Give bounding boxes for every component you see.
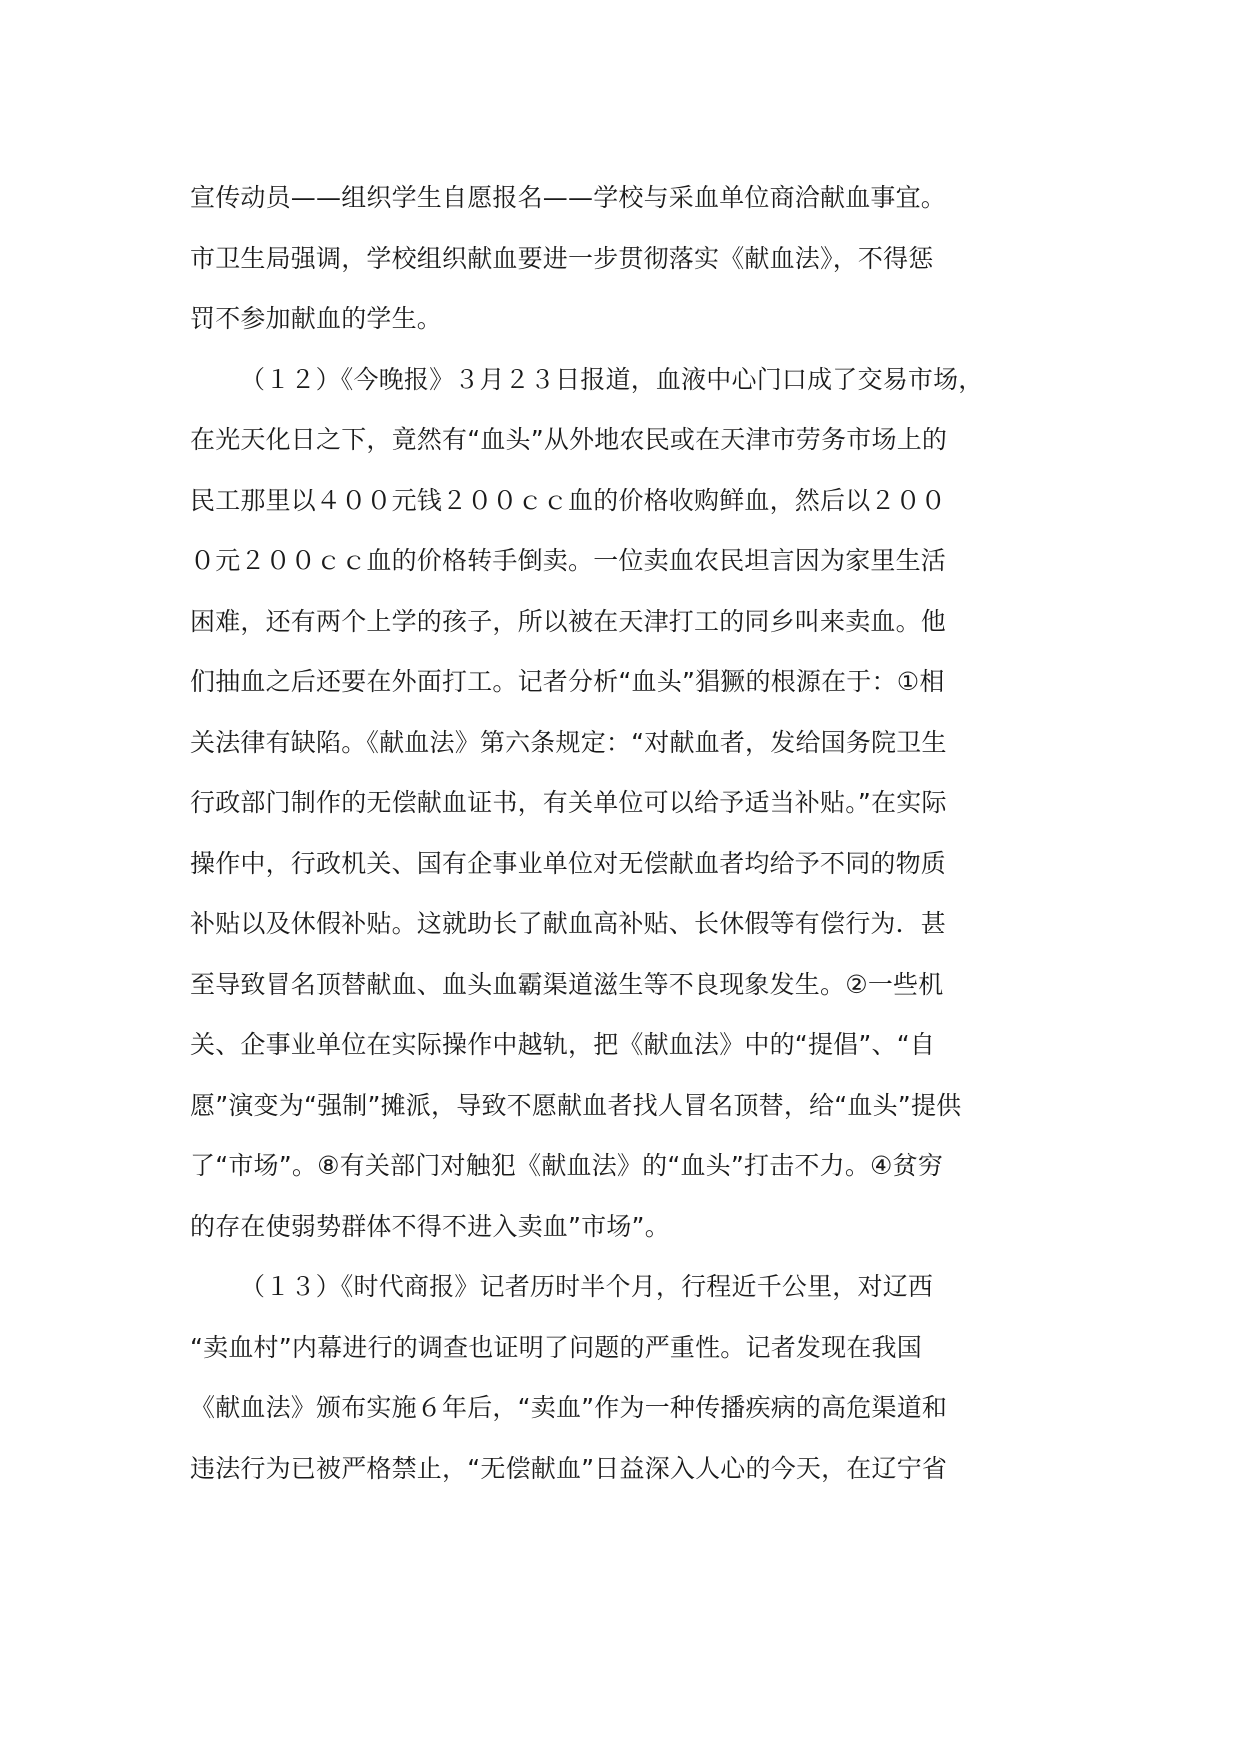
text-line: 罚不参加献血的学生。 (190, 304, 443, 333)
paragraph-start-line: （１２）《今晚报》３月２３日报道，血液中心门口成了交易市场， (240, 364, 984, 394)
text-line: 操作中，行政机关、国有企事业单位对无偿献血者均给予不同的物质 (190, 848, 947, 878)
text-line: 补贴以及休假补贴。这就助长了献血高补贴、长休假等有偿行为．甚 (190, 909, 947, 938)
text-line: 《献血法》颁布实施６年后，“卖血”作为一种传播疾病的高危渠道和 (190, 1393, 948, 1422)
text-line: 在光天化日之下，竟然有“血头”从外地农民或在天津市劳务市场上的 (190, 425, 948, 454)
text-line: 民工那里以４００元钱２００ｃｃ血的价格收购鲜血，然后以２００ (190, 485, 947, 515)
text-line: 市卫生局强调，学校组织献血要进一步贯彻落实《献血法》，不得惩 (190, 243, 934, 273)
text-line: 们抽血之后还要在外面打工。记者分析“血头”猖獗的根源在于：①相 (190, 667, 945, 696)
paragraph-start-line: （１３）《时代商报》记者历时半个月，行程近千公里，对辽西 (240, 1272, 934, 1301)
text-line: 宣传动员——组织学生自愿报名——学校与采血单位商洽献血事宜。 (190, 183, 947, 212)
text-line: 关法律有缺陷。《献血法》第六条规定：“对献血者，发给国务院卫生 (190, 727, 947, 757)
body-text (190, 168, 1070, 1499)
text-line: 困难，还有两个上学的孩子，所以被在天津打工的同乡叫来卖血。他 (190, 606, 947, 636)
text-line: 愿”演变为“强制”摊派，导致不愿献血者找人冒名顶替，给“血头”提供 (190, 1090, 962, 1120)
text-line: “卖血村”内幕进行的调查也证明了问题的严重性。记者发现在我国 (190, 1332, 922, 1362)
text-line: 关、企事业单位在实际操作中越轨，把《献血法》中的“提倡”、“自 (190, 1030, 936, 1059)
text-line: 违法行为已被严格禁止，“无偿献血”日益深入人心的今天，在辽宁省 (190, 1453, 948, 1483)
text-line: ０元２００ｃｃ血的价格转手倒卖。一位卖血农民坦言因为家里生活 (190, 546, 947, 575)
text-line: 至导致冒名顶替献血、血头血霸渠道滋生等不良现象发生。②一些机 (190, 969, 944, 999)
text-line: 的存在使弱势群体不得不进入卖血”市场”。 (190, 1211, 670, 1241)
text-line: 行政部门制作的无偿献血证书，有关单位可以给予适当补贴。”在实际 (190, 788, 947, 817)
text-line: 了“市场”。⑧有关部门对触犯《献血法》的“血头”打击不力。④贫穷 (190, 1151, 944, 1180)
